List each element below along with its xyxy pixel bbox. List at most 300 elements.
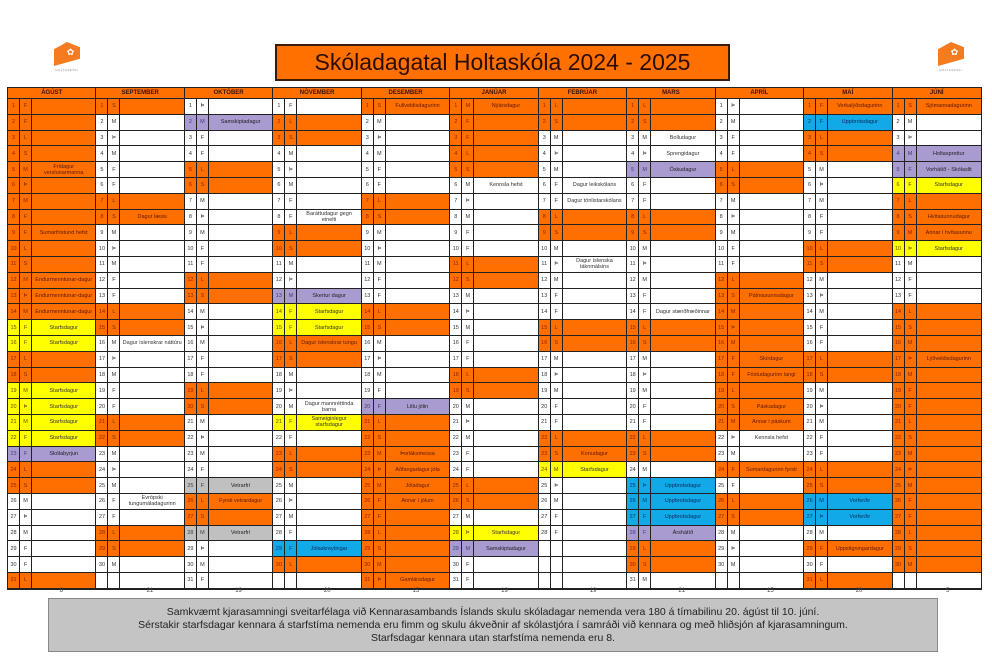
day-event xyxy=(120,415,183,430)
day-row xyxy=(450,573,537,589)
day-event xyxy=(209,557,272,572)
day-event: Konudagur xyxy=(563,447,626,462)
day-event: Vorferðir xyxy=(828,494,891,509)
day-row xyxy=(450,557,537,573)
weekday-letter: M xyxy=(108,447,120,462)
day-row xyxy=(539,368,626,384)
day-row xyxy=(185,447,272,463)
day-number: 13 xyxy=(185,289,197,304)
day-number: 6 xyxy=(96,178,108,193)
day-number: 28 xyxy=(627,526,639,541)
day-number: 7 xyxy=(450,194,462,209)
day-number: 22 xyxy=(893,431,905,446)
weekday-letter: M xyxy=(905,257,917,272)
day-row xyxy=(362,304,449,320)
day-number: 4 xyxy=(273,146,285,161)
day-row xyxy=(362,146,449,162)
day-row xyxy=(627,178,714,194)
day-number: 31 xyxy=(627,573,639,588)
day-event xyxy=(120,257,183,272)
day-row xyxy=(8,447,95,463)
day-event: Uppbrotsdagur xyxy=(651,494,714,509)
day-event: Nýársdagur xyxy=(474,99,537,114)
day-row xyxy=(362,557,449,573)
day-number: 11 xyxy=(804,257,816,272)
day-event xyxy=(651,462,714,477)
day-number: 13 xyxy=(716,289,728,304)
weekday-letter: M xyxy=(728,225,740,240)
day-event: Annar í jólum xyxy=(386,494,449,509)
weekday-letter: F xyxy=(20,115,32,130)
day-event: Gamlársdagur xyxy=(386,573,449,588)
weekday-letter: F xyxy=(816,447,828,462)
day-event xyxy=(120,447,183,462)
day-row xyxy=(804,210,891,226)
weekday-letter: M xyxy=(374,336,386,351)
weekday-letter: S xyxy=(20,478,32,493)
day-event xyxy=(651,352,714,367)
day-number: 29 xyxy=(185,541,197,556)
month-column xyxy=(716,88,804,589)
day-number: 31 xyxy=(362,573,374,588)
day-number: 20 xyxy=(893,399,905,414)
day-event: Frídagur verslunarmanna xyxy=(32,162,95,177)
day-number: 5 xyxy=(716,162,728,177)
day-row xyxy=(450,447,537,463)
day-row xyxy=(8,368,95,384)
month-column xyxy=(804,88,892,589)
day-row xyxy=(893,368,981,384)
day-number: 3 xyxy=(273,131,285,146)
day-event xyxy=(209,273,272,288)
weekday-letter: L xyxy=(816,462,828,477)
day-row xyxy=(893,289,981,305)
day-number: 30 xyxy=(362,557,374,572)
day-number: 25 xyxy=(8,478,20,493)
day-event xyxy=(740,115,803,130)
weekday-letter: Þ xyxy=(108,131,120,146)
day-row xyxy=(8,494,95,510)
day-row xyxy=(96,162,183,178)
day-number: 24 xyxy=(362,462,374,477)
day-number: 20 xyxy=(362,399,374,414)
day-number: 15 xyxy=(450,320,462,335)
day-number: 4 xyxy=(539,146,551,161)
day-number: 15 xyxy=(627,320,639,335)
day-row xyxy=(716,510,803,526)
day-event xyxy=(474,431,537,446)
day-event xyxy=(828,447,891,462)
day-number: 6 xyxy=(8,178,20,193)
day-event xyxy=(32,573,95,588)
day-row xyxy=(539,352,626,368)
flower-icon: ✿ xyxy=(66,47,75,57)
day-event: Dagur stærðfræðinnar xyxy=(651,304,714,319)
day-number: 17 xyxy=(627,352,639,367)
day-event xyxy=(32,194,95,209)
day-number: 18 xyxy=(716,368,728,383)
day-number: 4 xyxy=(804,146,816,161)
weekday-letter: F xyxy=(20,447,32,462)
weekday-letter: F xyxy=(905,178,917,193)
day-row xyxy=(8,304,95,320)
day-row xyxy=(450,289,537,305)
day-event xyxy=(917,131,981,146)
day-event xyxy=(563,478,626,493)
day-row xyxy=(8,415,95,431)
day-row xyxy=(539,510,626,526)
day-row xyxy=(893,320,981,336)
weekday-letter: M xyxy=(20,383,32,398)
day-row xyxy=(273,162,360,178)
weekday-letter xyxy=(108,573,120,588)
weekday-letter xyxy=(551,557,563,572)
day-event xyxy=(386,257,449,272)
weekday-letter: F xyxy=(816,210,828,225)
day-row xyxy=(362,352,449,368)
weekday-letter: M xyxy=(639,352,651,367)
day-number: 28 xyxy=(8,526,20,541)
weekday-letter: F xyxy=(728,368,740,383)
weekday-letter: F xyxy=(285,541,297,556)
weekday-letter: M xyxy=(108,115,120,130)
day-row xyxy=(273,526,360,542)
day-number: 15 xyxy=(893,320,905,335)
day-row xyxy=(185,415,272,431)
day-number: 16 xyxy=(804,336,816,351)
day-event: Starfsdagur xyxy=(917,241,981,256)
day-event xyxy=(651,225,714,240)
day-number: 30 xyxy=(8,557,20,572)
weekday-letter: M xyxy=(108,557,120,572)
day-event xyxy=(386,241,449,256)
weekday-letter: L xyxy=(816,131,828,146)
weekday-letter: F xyxy=(462,336,474,351)
day-event xyxy=(563,162,626,177)
weekday-letter: S xyxy=(374,99,386,114)
day-number: 28 xyxy=(273,526,285,541)
day-row xyxy=(273,146,360,162)
weekday-letter: F xyxy=(728,241,740,256)
day-number: 9 xyxy=(96,225,108,240)
day-event xyxy=(740,320,803,335)
day-event xyxy=(120,510,183,525)
day-event: Starfsdagur xyxy=(32,415,95,430)
day-event xyxy=(297,99,360,114)
weekday-letter: M xyxy=(905,225,917,240)
day-event xyxy=(209,225,272,240)
day-event xyxy=(828,225,891,240)
day-row xyxy=(362,415,449,431)
day-event: Sjómannadagurinn xyxy=(917,99,981,114)
day-event xyxy=(474,510,537,525)
day-number: 1 xyxy=(893,99,905,114)
month-column xyxy=(450,88,538,589)
month-school-day-total: 15 xyxy=(412,588,420,594)
weekday-letter: F xyxy=(197,131,209,146)
day-number: 19 xyxy=(8,383,20,398)
day-event xyxy=(32,368,95,383)
day-event xyxy=(474,162,537,177)
day-number: 16 xyxy=(273,336,285,351)
weekday-letter: M xyxy=(816,494,828,509)
weekday-letter: M xyxy=(728,194,740,209)
day-event xyxy=(651,99,714,114)
weekday-letter: M xyxy=(551,352,563,367)
weekday-letter: Þ xyxy=(374,462,386,477)
month-column xyxy=(96,88,184,589)
day-event xyxy=(651,178,714,193)
day-event xyxy=(740,510,803,525)
day-row xyxy=(273,178,360,194)
day-number: 2 xyxy=(273,115,285,130)
day-row xyxy=(450,431,537,447)
day-row xyxy=(627,352,714,368)
day-row xyxy=(185,210,272,226)
day-row xyxy=(8,399,95,415)
weekday-letter: L xyxy=(285,225,297,240)
day-event xyxy=(209,336,272,351)
weekday-letter: L xyxy=(639,320,651,335)
day-event xyxy=(386,304,449,319)
day-row xyxy=(450,526,537,542)
weekday-letter xyxy=(551,573,563,588)
day-number: 5 xyxy=(539,162,551,177)
weekday-letter: F xyxy=(285,304,297,319)
weekday-letter: F xyxy=(639,415,651,430)
day-number xyxy=(539,557,551,572)
day-number: 14 xyxy=(893,304,905,319)
weekday-letter: F xyxy=(285,526,297,541)
day-event xyxy=(828,131,891,146)
day-number: 1 xyxy=(627,99,639,114)
day-event xyxy=(474,241,537,256)
weekday-letter: M xyxy=(285,510,297,525)
weekday-letter: L xyxy=(20,573,32,588)
day-number: 19 xyxy=(716,383,728,398)
day-row xyxy=(362,99,449,115)
weekday-letter: F xyxy=(285,320,297,335)
day-event: Endurmenntunar-dagur xyxy=(32,304,95,319)
day-number: 3 xyxy=(8,131,20,146)
day-event: Starfsdagur xyxy=(32,383,95,398)
day-row xyxy=(450,336,537,352)
weekday-letter: M xyxy=(728,415,740,430)
weekday-letter: L xyxy=(108,526,120,541)
day-row xyxy=(96,383,183,399)
weekday-letter: L xyxy=(905,304,917,319)
day-event xyxy=(474,210,537,225)
weekday-letter: Þ xyxy=(905,131,917,146)
day-row xyxy=(8,210,95,226)
day-row xyxy=(8,462,95,478)
weekday-letter: Þ xyxy=(374,241,386,256)
day-number: 24 xyxy=(273,462,285,477)
weekday-letter: M xyxy=(108,225,120,240)
day-row xyxy=(539,178,626,194)
day-number: 14 xyxy=(273,304,285,319)
month-header: OKTÓBER xyxy=(185,88,272,99)
day-event xyxy=(209,383,272,398)
day-number xyxy=(716,573,728,588)
weekday-letter: M xyxy=(905,478,917,493)
day-event xyxy=(209,241,272,256)
weekday-letter: F xyxy=(285,99,297,114)
day-event xyxy=(297,352,360,367)
month-header: MAÍ xyxy=(804,88,891,99)
day-event xyxy=(563,241,626,256)
day-row xyxy=(893,225,981,241)
weekday-letter: S xyxy=(285,131,297,146)
day-number: 4 xyxy=(716,146,728,161)
day-number: 25 xyxy=(362,478,374,493)
day-row xyxy=(539,399,626,415)
day-number: 28 xyxy=(893,526,905,541)
day-event xyxy=(474,557,537,572)
weekday-letter: M xyxy=(20,162,32,177)
day-number: 7 xyxy=(804,194,816,209)
day-row xyxy=(893,447,981,463)
day-event xyxy=(651,399,714,414)
day-row xyxy=(273,352,360,368)
weekday-letter: S xyxy=(639,447,651,462)
weekday-letter: F xyxy=(20,320,32,335)
day-event xyxy=(474,399,537,414)
day-event xyxy=(474,462,537,477)
day-row xyxy=(273,115,360,131)
day-number: 27 xyxy=(893,510,905,525)
day-event xyxy=(386,336,449,351)
day-event: Dagur leikskólans xyxy=(563,178,626,193)
weekday-letter: F xyxy=(197,352,209,367)
day-number: 27 xyxy=(96,510,108,525)
day-row xyxy=(804,494,891,510)
day-row xyxy=(273,99,360,115)
day-event: Vetrarfrí xyxy=(209,478,272,493)
day-number: 11 xyxy=(893,257,905,272)
day-row xyxy=(185,431,272,447)
day-event xyxy=(120,526,183,541)
day-event: Páskadagur xyxy=(740,399,803,414)
day-row xyxy=(450,241,537,257)
weekday-letter: Þ xyxy=(108,462,120,477)
day-row xyxy=(539,462,626,478)
day-event: Starfsdagur xyxy=(297,304,360,319)
weekday-letter: L xyxy=(639,541,651,556)
day-event xyxy=(209,415,272,430)
weekday-letter: M xyxy=(20,304,32,319)
day-event xyxy=(474,383,537,398)
day-number: 15 xyxy=(539,320,551,335)
day-number: 22 xyxy=(362,431,374,446)
day-number: 21 xyxy=(627,415,639,430)
day-number: 25 xyxy=(804,478,816,493)
day-event xyxy=(386,510,449,525)
day-row xyxy=(185,257,272,273)
weekday-letter: Þ xyxy=(374,573,386,588)
day-number: 22 xyxy=(539,431,551,446)
day-row xyxy=(539,162,626,178)
day-number: 18 xyxy=(627,368,639,383)
weekday-letter: M xyxy=(285,257,297,272)
day-row xyxy=(185,178,272,194)
day-row xyxy=(362,257,449,273)
weekday-letter: M xyxy=(816,194,828,209)
weekday-letter: F xyxy=(462,352,474,367)
day-number: 19 xyxy=(185,383,197,398)
day-event xyxy=(474,352,537,367)
day-row xyxy=(893,399,981,415)
weekday-letter: S xyxy=(551,115,563,130)
day-event xyxy=(828,352,891,367)
day-row xyxy=(8,336,95,352)
day-number: 4 xyxy=(362,146,374,161)
weekday-letter: M xyxy=(551,131,563,146)
day-number: 19 xyxy=(96,383,108,398)
day-row xyxy=(185,289,272,305)
day-number: 10 xyxy=(362,241,374,256)
day-event xyxy=(828,462,891,477)
day-event xyxy=(297,241,360,256)
day-event xyxy=(474,336,537,351)
day-event xyxy=(209,510,272,525)
weekday-letter: F xyxy=(728,257,740,272)
day-number: 14 xyxy=(627,304,639,319)
day-row xyxy=(450,320,537,336)
day-number: 7 xyxy=(716,194,728,209)
day-row xyxy=(96,368,183,384)
day-row xyxy=(96,289,183,305)
day-row xyxy=(716,541,803,557)
day-event xyxy=(386,289,449,304)
day-row xyxy=(539,146,626,162)
day-number: 28 xyxy=(804,526,816,541)
weekday-letter: M xyxy=(374,257,386,272)
day-row xyxy=(539,573,626,589)
day-event xyxy=(209,320,272,335)
weekday-letter: Þ xyxy=(462,194,474,209)
day-number: 5 xyxy=(893,162,905,177)
day-number: 31 xyxy=(804,573,816,588)
day-row xyxy=(8,557,95,573)
day-number: 7 xyxy=(362,194,374,209)
month-school-day-total: 6 xyxy=(59,588,63,594)
day-event xyxy=(563,368,626,383)
day-event: Evrópski tungumáladagurinn xyxy=(120,494,183,509)
weekday-letter: L xyxy=(462,478,474,493)
day-number: 7 xyxy=(539,194,551,209)
day-number: 4 xyxy=(450,146,462,161)
day-number: 12 xyxy=(96,273,108,288)
weekday-letter: Þ xyxy=(816,399,828,414)
weekday-letter: S xyxy=(905,541,917,556)
day-event xyxy=(474,289,537,304)
weekday-letter: F xyxy=(816,99,828,114)
day-event xyxy=(209,194,272,209)
day-row xyxy=(627,320,714,336)
day-row xyxy=(450,399,537,415)
footer-note xyxy=(48,598,938,652)
day-event xyxy=(740,146,803,161)
day-event xyxy=(297,146,360,161)
day-number: 1 xyxy=(362,99,374,114)
day-row xyxy=(893,146,981,162)
day-number: 7 xyxy=(96,194,108,209)
weekday-letter: Þ xyxy=(462,415,474,430)
weekday-letter: F xyxy=(374,162,386,177)
day-number: 17 xyxy=(893,352,905,367)
day-number: 7 xyxy=(893,194,905,209)
